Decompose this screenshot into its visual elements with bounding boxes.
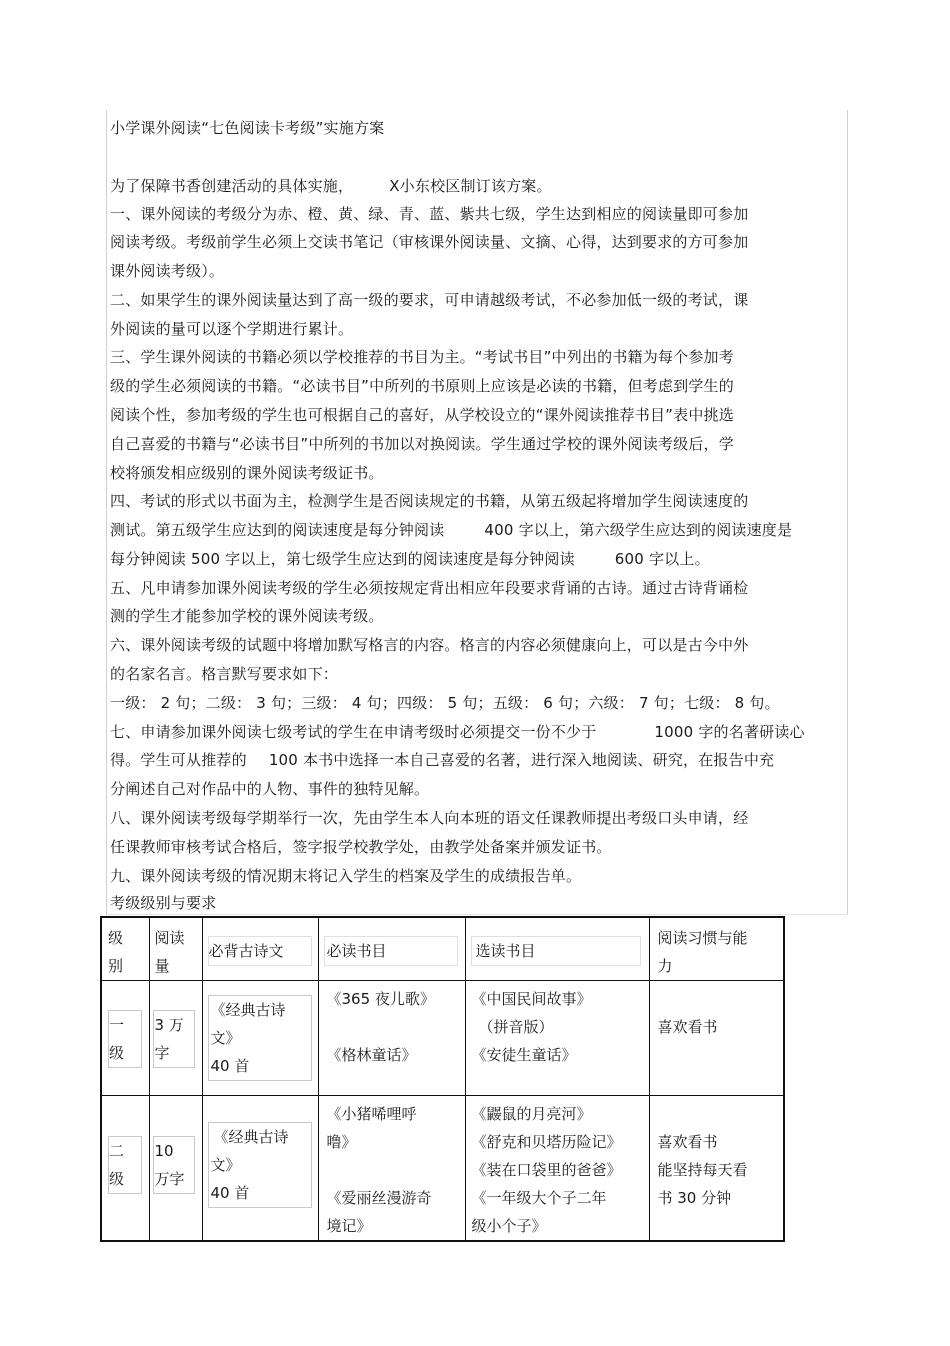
header-amount-line: 量	[154, 957, 170, 975]
cell-text: 字	[154, 1044, 170, 1062]
header-poems-text: 必背古诗文	[208, 942, 284, 960]
intro-part-1: 为了保障书香创建活动的具体实施，	[110, 177, 354, 195]
cell-amount	[149, 981, 202, 1096]
paragraph-line: 六、课外阅读考级的试题中将增加默写格言的内容。格言的内容必须健康向上，可以是古今中外	[110, 636, 749, 654]
cell-text: 《经典古诗	[213, 1128, 289, 1146]
paragraph-line: 课外阅读考级）。	[110, 262, 225, 280]
cell-optional	[465, 1096, 649, 1242]
level-requirements-table	[100, 916, 785, 1242]
cell-text: 40 首	[210, 1057, 250, 1075]
motto-requirements: 一级： 2 句；二级： 3 句；三级： 4 句；四级： 5 句；五级： 6 句；六级： 7 句；七级： 8 句。	[110, 694, 780, 712]
cell-text: 级小个子》	[471, 1217, 547, 1235]
speed-line-1	[110, 520, 792, 540]
table-caption: 考级级别与要求	[110, 894, 217, 912]
cell-text: 《爱丽丝漫游奇	[326, 1189, 432, 1207]
paragraph-line: 外阅读的量可以逐个学期进行累计。	[110, 320, 354, 338]
cell-optional	[465, 981, 649, 1096]
seven-text-a: 七、申请参加课外阅读七级考试的学生在申请考级时必须提交一份不少于	[110, 723, 597, 741]
table-header-row	[101, 917, 784, 981]
paragraph-line: 自己喜爱的书籍与“必读书目”中所列的书加以对换阅读。学生通过学校的课外阅读考级后，学	[110, 435, 734, 453]
paragraph-line: 阅读考级。考级前学生必须上交读书笔记（审核课外阅读量、文摘、心得，达到要求的方可参加	[110, 233, 749, 251]
header-required	[318, 917, 465, 981]
paragraph-line: 五、凡申请参加课外阅读考级的学生必须按规定背出相应年段要求背诵的古诗。通过古诗背诵检	[110, 579, 749, 597]
seven-text-c1: 得。学生可从推荐的	[110, 751, 247, 769]
cell-text: 境记》	[326, 1217, 372, 1235]
cell-text: 喜欢看书	[657, 1133, 718, 1151]
cell-text: 《装在口袋里的爸爸》	[471, 1161, 622, 1179]
paragraph-line: 二、如果学生的课外阅读量达到了高一级的要求，可申请越级考试，不必参加低一级的考试，课	[110, 291, 749, 309]
cell-text: 《小猪唏哩呼	[326, 1105, 417, 1123]
speed-line-2	[110, 549, 710, 569]
paragraph-seven-line-2	[110, 750, 774, 770]
paragraph-line: 九、课外阅读考级的情况期末将记入学生的档案及学生的成绩报告单。	[110, 867, 582, 885]
cell-text: 文》	[210, 1029, 241, 1047]
cell-level	[101, 1096, 149, 1242]
cell-amount	[149, 1096, 202, 1242]
cell-text: 《365 夜儿歌》	[326, 990, 435, 1008]
cell-text: 万字	[154, 1170, 185, 1188]
cell-text: 级	[109, 1170, 125, 1188]
cell-text: 10	[154, 1142, 174, 1160]
seven-text-b: 1000 字的名著研读心	[654, 723, 805, 741]
table-row	[101, 1096, 784, 1242]
header-optional-text: 选读书目	[475, 942, 536, 960]
cell-text: 级	[109, 1044, 125, 1062]
cell-text: 文》	[210, 1156, 241, 1174]
cell-text: （拼音版）	[478, 1018, 554, 1036]
cell-text: 《一年级大个子二年	[471, 1189, 607, 1207]
cell-text: 《经典古诗	[210, 1001, 286, 1019]
paragraph-line: 一、课外阅读的考级分为赤、橙、黄、绿、青、蓝、紫共七级，学生达到相应的阅读量即可参加	[110, 205, 749, 223]
header-habits-line: 力	[657, 957, 673, 975]
paragraph-line: 四、考试的形式以书面为主，检测学生是否阅读规定的书籍，从第五级起将增加学生阅读速度的	[110, 492, 749, 510]
paragraph-line: 八、课外阅读考级每学期举行一次，先由学生本人向本班的语文任课教师提出考级口头申请，经	[110, 809, 749, 827]
cell-required	[318, 1096, 465, 1242]
cell-text: 一	[109, 1016, 125, 1034]
cell-text: 《鼹鼠的月亮河》	[471, 1105, 592, 1123]
cell-text: 二	[109, 1142, 125, 1160]
header-amount-line: 阅读	[154, 929, 185, 947]
cell-text: 《格林童话》	[326, 1046, 417, 1064]
cell-text: 喜欢看书	[657, 1018, 718, 1036]
cell-habits	[649, 1096, 784, 1242]
header-level-line: 别	[108, 957, 124, 975]
header-level-line: 级	[108, 929, 124, 947]
cell-text: 书 30 分钟	[657, 1189, 732, 1207]
speed-text-d: 600 字以上。	[614, 550, 710, 568]
header-amount	[149, 917, 202, 981]
cell-habits	[649, 981, 784, 1096]
header-habits-line: 阅读习惯与能	[657, 929, 748, 947]
cell-poems	[202, 981, 318, 1096]
header-habits	[649, 917, 784, 981]
paragraph-line: 测的学生才能参加学校的课外阅读考级。	[110, 607, 384, 625]
header-optional	[465, 917, 649, 981]
cell-text: 《舒克和贝塔历险记》	[471, 1133, 622, 1151]
header-required-text: 必读书目	[326, 942, 387, 960]
header-level	[101, 917, 149, 981]
paragraph-line: 校将颁发相应级别的课外阅读考级证书。	[110, 464, 384, 482]
cell-text: 《安徒生童话》	[471, 1046, 577, 1064]
paragraph-line: 的名家名言。格言默写要求如下：	[110, 665, 339, 683]
paragraph-line: 级的学生必须阅读的书籍。“必读书目”中所列的书原则上应该是必读的书籍，但考虑到学生的	[110, 377, 734, 395]
intro-line	[110, 176, 552, 196]
table-row	[101, 981, 784, 1096]
speed-text-c: 每分钟阅读 500 字以上，第七级学生应达到的阅读速度是每分钟阅读	[110, 550, 575, 568]
speed-text-a: 测试。第五级学生应达到的阅读速度是每分钟阅读	[110, 521, 445, 539]
seven-text-c2: 100 本书中选择一本自己喜爱的名著，进行深入地阅读、研究，在报告中充	[268, 751, 775, 769]
paragraph-seven-line-1	[110, 722, 805, 742]
paragraph-line: 三、学生课外阅读的书籍必须以学校推荐的书目为主。“考试书目”中列出的书籍为每个参加考	[110, 348, 734, 366]
cell-text: 噜》	[326, 1133, 357, 1151]
cell-poems	[202, 1096, 318, 1242]
cell-text: 3 万	[154, 1016, 184, 1034]
cell-required	[318, 981, 465, 1096]
cell-text: 能坚持每天看	[657, 1161, 748, 1179]
intro-part-2: X小东校区制订该方案。	[389, 177, 552, 195]
header-poems	[202, 917, 318, 981]
cell-text: 《中国民间故事》	[471, 990, 592, 1008]
cell-text: 40 首	[210, 1184, 250, 1202]
speed-text-b: 400 字以上，第六级学生应达到的阅读速度是	[484, 521, 793, 539]
document-title: 小学课外阅读“七色阅读卡考级”实施方案	[110, 119, 385, 137]
paragraph-line: 分阐述自己对作品中的人物、事件的独特见解。	[110, 780, 430, 798]
paragraph-line: 任课教师审核考试合格后，签字报学校教学处，由教学处备案并颁发证书。	[110, 838, 612, 856]
cell-level	[101, 981, 149, 1096]
paragraph-line: 阅读个性，参加考级的学生也可根据自己的喜好，从学校设立的“课外阅读推荐书目”表中挑选	[110, 406, 734, 424]
